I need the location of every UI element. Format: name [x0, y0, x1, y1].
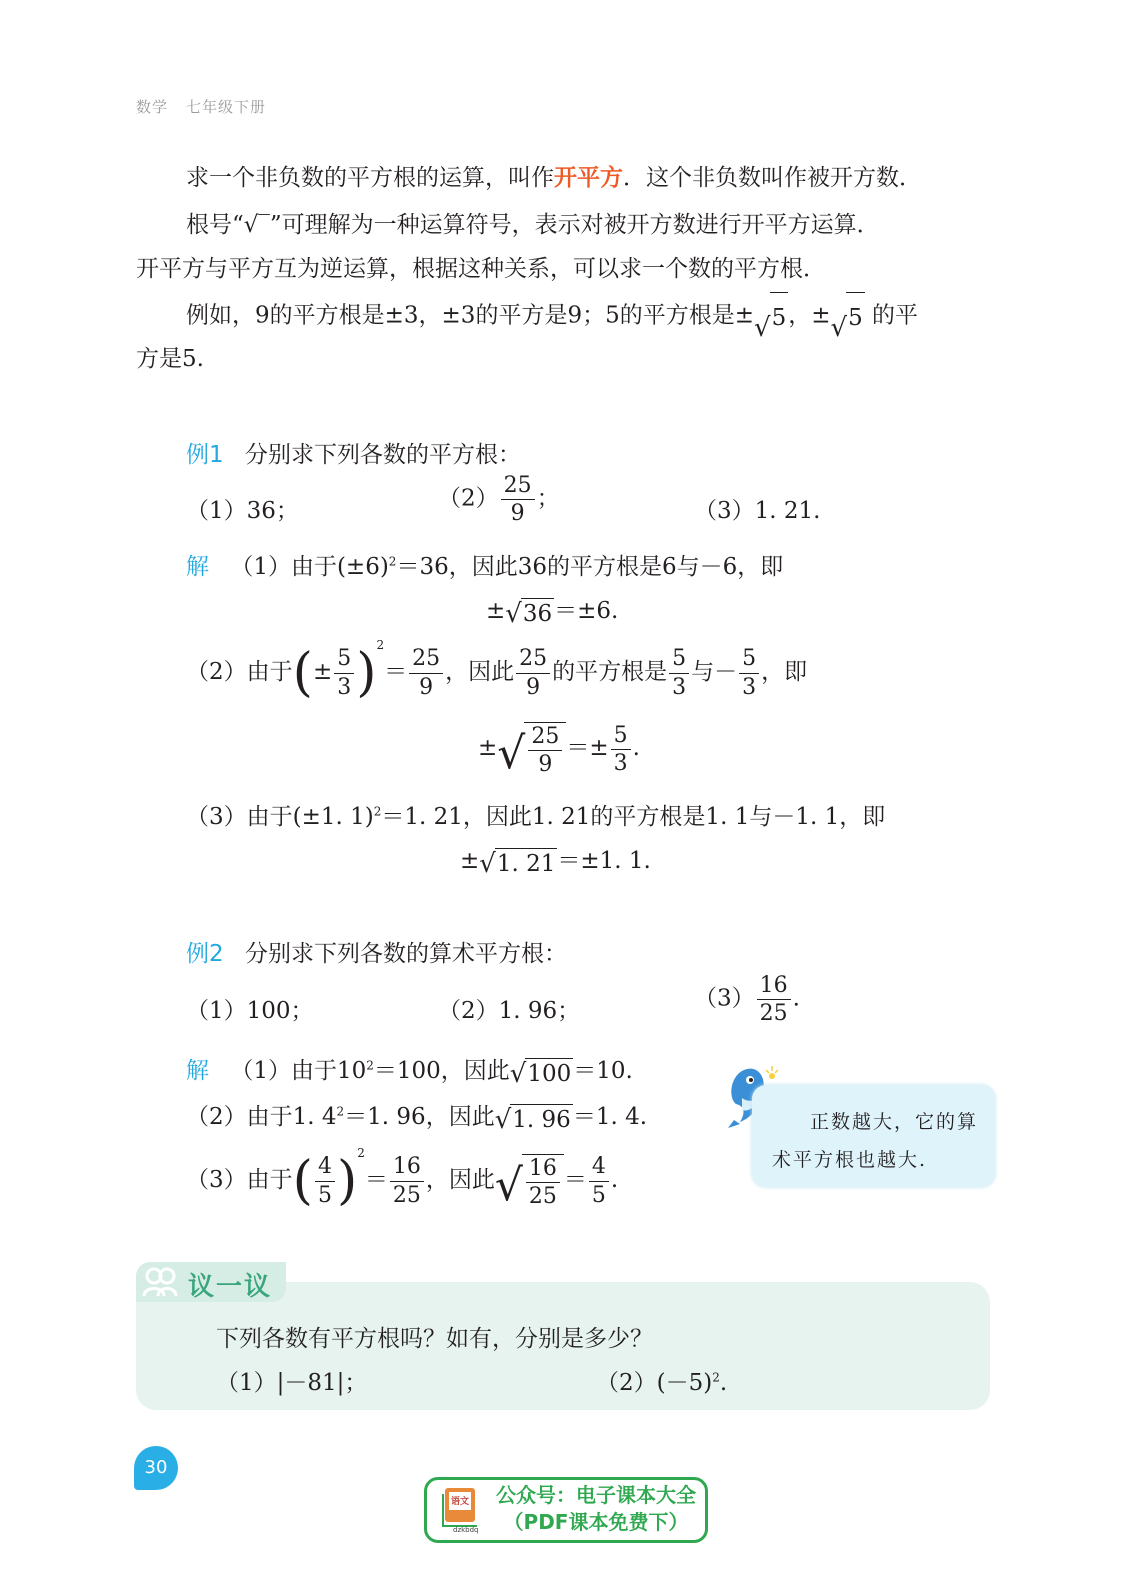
watermark-banner [424, 1477, 708, 1543]
discussion-item-1: （1）|－81|； [216, 1370, 368, 1396]
example-tag: 例1 [186, 442, 224, 468]
ex1-question-2: （2） $\frac{25}{9}$ ； [438, 473, 560, 527]
people-icon [140, 1264, 180, 1306]
term-kaipingfang: 开平方 [554, 165, 623, 191]
solution-tag: 解 [186, 1058, 209, 1084]
ex1-solution-3: （3）由于(±1. 1)$^2$＝1. 21，因此1. 21的平方根是1. 1与－1. 1，即 [186, 804, 886, 830]
intro-paragraph-1: 求一个非负数的平方根的运算，叫作开平方．这个非负数叫作被开方数． [186, 165, 922, 191]
discussion-question: 下列各数有平方根吗？如有，分别是多少？ [216, 1326, 653, 1352]
watermark-line-2: （PDF课本免费下） [503, 1510, 689, 1534]
sqrt-5: √ 5 [754, 292, 788, 341]
example-tag: 例2 [186, 941, 224, 967]
ex2-question-3: （3） $\frac{16}{25}$ . [694, 973, 800, 1027]
example-prompt: 分别求下列各数的平方根： [244, 442, 521, 468]
example-prompt: 分别求下列各数的算术平方根： [244, 941, 567, 967]
ex1-question-3: （3）1. 21. [694, 498, 821, 524]
ex1-solution-3-equation: ± √ 1. 21 ＝±1. 1. [460, 848, 651, 879]
sqrt-36: √ 36 [505, 598, 553, 629]
ex2-question-2: （2）1. 96； [438, 998, 581, 1024]
ex2-solution-3: （3）由于( $\frac{4}{5}$ )$^2$＝ $\frac{16}{25}$ ，因此 √ $\frac{16}{25}$ ＝ $\frac{4}{5}$ . [186, 1146, 619, 1212]
discussion-title: 议一议 [188, 1272, 273, 1302]
ex1-solution-1: 解 （1）由于$(\pm 6)^2=36$，因此36的平方根是6与－6，即 [186, 554, 784, 580]
fraction: $\frac{25}{9}$ [501, 474, 535, 525]
intro-paragraph-2-line1: 根号“√‾”可理解为一种运算符号，表示对被开方数进行开平方运算． [186, 212, 880, 238]
ex1-solution-2: （2）由于(± $\frac{5}{3}$ )$^2$＝ $\frac{25}{9}$ ，因此 $\frac{25}{9}$ 的平方根是 $\frac{5}{3}$ 与－ $\frac{5}{3}$ ，即 [186, 638, 808, 703]
tip-text: 正数越大，它的算术平方根也越大. [772, 1111, 979, 1171]
ex1-question-1: （1）36； [186, 498, 299, 524]
sqrt-fraction: √ $\frac{25}{9}$ [497, 722, 566, 776]
sqrt-1-21: √ 1. 21 [479, 848, 556, 879]
ex1-solution-1-equation: ± √ 36 ＝±6. [486, 598, 619, 629]
intro-paragraph-3: 例如，9的平方根是±3，±3的平方是9；5的平方根是± √ 5 ，± √ 5 的平 [186, 292, 918, 341]
sqrt-5: √ 5 [830, 292, 864, 341]
intro-paragraph-2-line2: 开平方与平方互为逆运算，根据这种关系，可以求一个数的平方根． [136, 256, 826, 282]
example-1-heading [186, 436, 521, 469]
sqrt-1-96: √ 1. 96 [494, 1104, 571, 1135]
watermark-line-1: 公众号：电子课本大全 [496, 1483, 696, 1507]
ex2-solution-2: （2）由于1. $4^2=1$. 96，因此 √ 1. 96 ＝1. 4. [186, 1104, 648, 1135]
grade-label: 七年级下册 [186, 98, 267, 116]
logo-text: 语文 [451, 1497, 470, 1507]
subject-label: 数学 [136, 98, 169, 116]
tip-bubble [752, 1085, 995, 1187]
intro-paragraph-3-line2: 方是5. [136, 346, 204, 372]
logo-subtext: dzkbdq [453, 1526, 479, 1534]
page-number: 30 [134, 1446, 178, 1490]
discussion-item-2: $(2)(-5)^2$. [596, 1370, 728, 1396]
sqrt-fraction: √ $\frac{16}{25}$ [495, 1154, 564, 1208]
ex2-question-1: （1）100； [186, 998, 314, 1024]
running-header [136, 96, 266, 117]
ex2-solution-1: 解 （1）由于$10^2=100$，因此 √ 100 ＝10. [186, 1058, 633, 1089]
ex1-solution-2-equation: ± √ $\frac{25}{9}$ ＝± $\frac{5}{3}$ . [478, 722, 640, 780]
example-2-heading [186, 935, 567, 968]
solution-tag: 解 [186, 554, 209, 580]
sqrt-100: √ 100 [509, 1058, 572, 1089]
